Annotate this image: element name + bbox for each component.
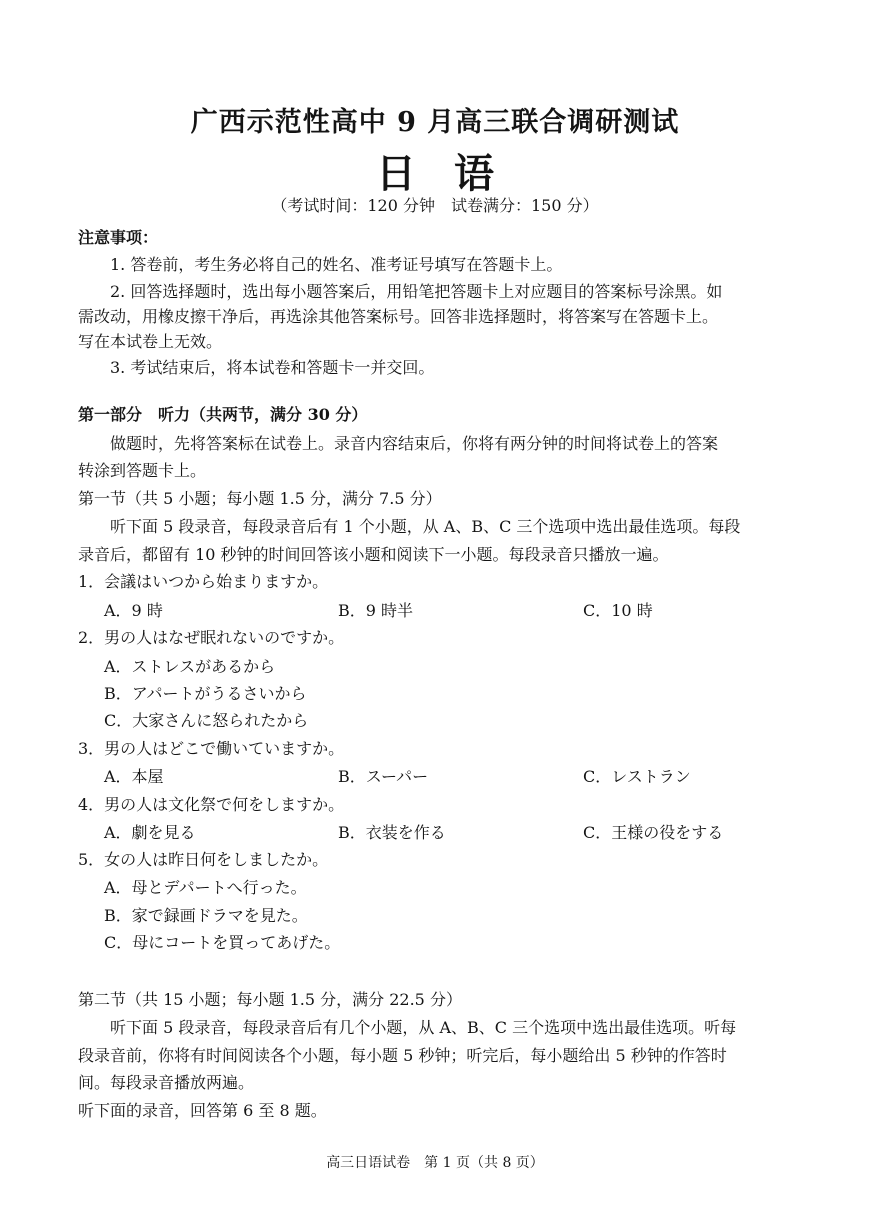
q5-option-c: C．母にコートを買ってあげた。 [104, 933, 341, 952]
section2-intro: 段录音前，你将有时间阅读各个小题，每小题 5 秒钟；听完后，每小题给出 5 秒钟的作答时 [78, 1046, 727, 1065]
part1-intro: 转涂到答题卡上。 [78, 461, 207, 480]
part1-intro: 做题时，先将答案标在试卷上。录音内容结束后，你将有两分钟的时间将试卷上的答案 [110, 434, 719, 453]
q2-option-c: C．大家さんに怒られたから [104, 711, 309, 730]
q5-option-b: B．家で録画ドラマを見た。 [104, 906, 308, 925]
q3-option-a: A．本屋 [104, 767, 164, 786]
section2-heading: 第二节（共 15 小题；每小题 1.5 分，满分 22.5 分） [78, 990, 462, 1009]
q1-option-b: B．9 時半 [338, 601, 414, 620]
question-3: 3．男の人はどこで働いていますか。 [78, 739, 345, 758]
q2-option-a: A．ストレスがあるから [104, 657, 276, 676]
notice-item: 3. 考试结束后，将本试卷和答题卡一并交回。 [110, 358, 435, 377]
q5-option-a: A．母とデパートへ行った。 [104, 878, 307, 897]
q3-option-c: C．レストラン [583, 767, 691, 786]
page-footer: 高三日语试卷 第 1 页（共 8 页） [326, 1155, 544, 1171]
section2-intro: 听下面 5 段录音，每段录音后有几个小题，从 A、B、C 三个选项中选出最佳选项。听每 [110, 1018, 737, 1037]
part1-heading: 第一部分 听力（共两节，满分 30 分） [78, 405, 368, 424]
q3-option-b: B．スーパー [338, 767, 429, 786]
question-1: 1．会議はいつから始まりますか。 [78, 572, 329, 591]
exam-subject: 日语 [376, 150, 532, 197]
section2-instruction: 听下面的录音，回答第 6 至 8 题。 [78, 1101, 327, 1120]
section1-intro: 录音后，都留有 10 秒钟的时间回答该小题和阅读下一小题。每段录音只播放一遍。 [78, 545, 669, 564]
q4-option-a: A．劇を見る [104, 823, 196, 842]
notice-item: 需改动，用橡皮擦干净后，再选涂其他答案标号。回答非选择题时，将答案写在答题卡上。 [78, 307, 719, 326]
q4-option-b: B．衣装を作る [338, 823, 446, 842]
notice-heading: 注意事项： [78, 228, 159, 247]
notice-item: 1. 答卷前，考生务必将自己的姓名、准考证号填写在答题卡上。 [110, 255, 563, 274]
exam-meta: （考试时间：120 分钟 试卷满分：150 分） [271, 196, 599, 215]
question-2: 2．男の人はなぜ眠れないのですか。 [78, 628, 345, 647]
notice-item: 2. 回答选择题时，选出每小题答案后，用铅笔把答题卡上对应题目的答案标号涂黑。如 [110, 282, 723, 301]
section1-intro: 听下面 5 段录音，每段录音后有 1 个小题，从 A、B、C 三个选项中选出最佳选项。每段 [110, 517, 741, 536]
q4-option-c: C．王様の役をする [583, 823, 724, 842]
question-4: 4．男の人は文化祭で何をしますか。 [78, 795, 345, 814]
q1-option-a: A．9 時 [104, 601, 163, 620]
q1-option-c: C．10 時 [583, 601, 653, 620]
q2-option-b: B．アパートがうるさいから [104, 684, 307, 703]
question-5: 5．女の人は昨日何をしましたか。 [78, 850, 329, 869]
section2-intro: 间。每段录音播放两遍。 [78, 1073, 255, 1092]
section1-heading: 第一节（共 5 小题；每小题 1.5 分，满分 7.5 分） [78, 489, 442, 508]
exam-title: 广西示范性高中 9 月高三联合调研测试 [190, 107, 680, 138]
notice-item: 写在本试卷上无效。 [78, 332, 223, 351]
